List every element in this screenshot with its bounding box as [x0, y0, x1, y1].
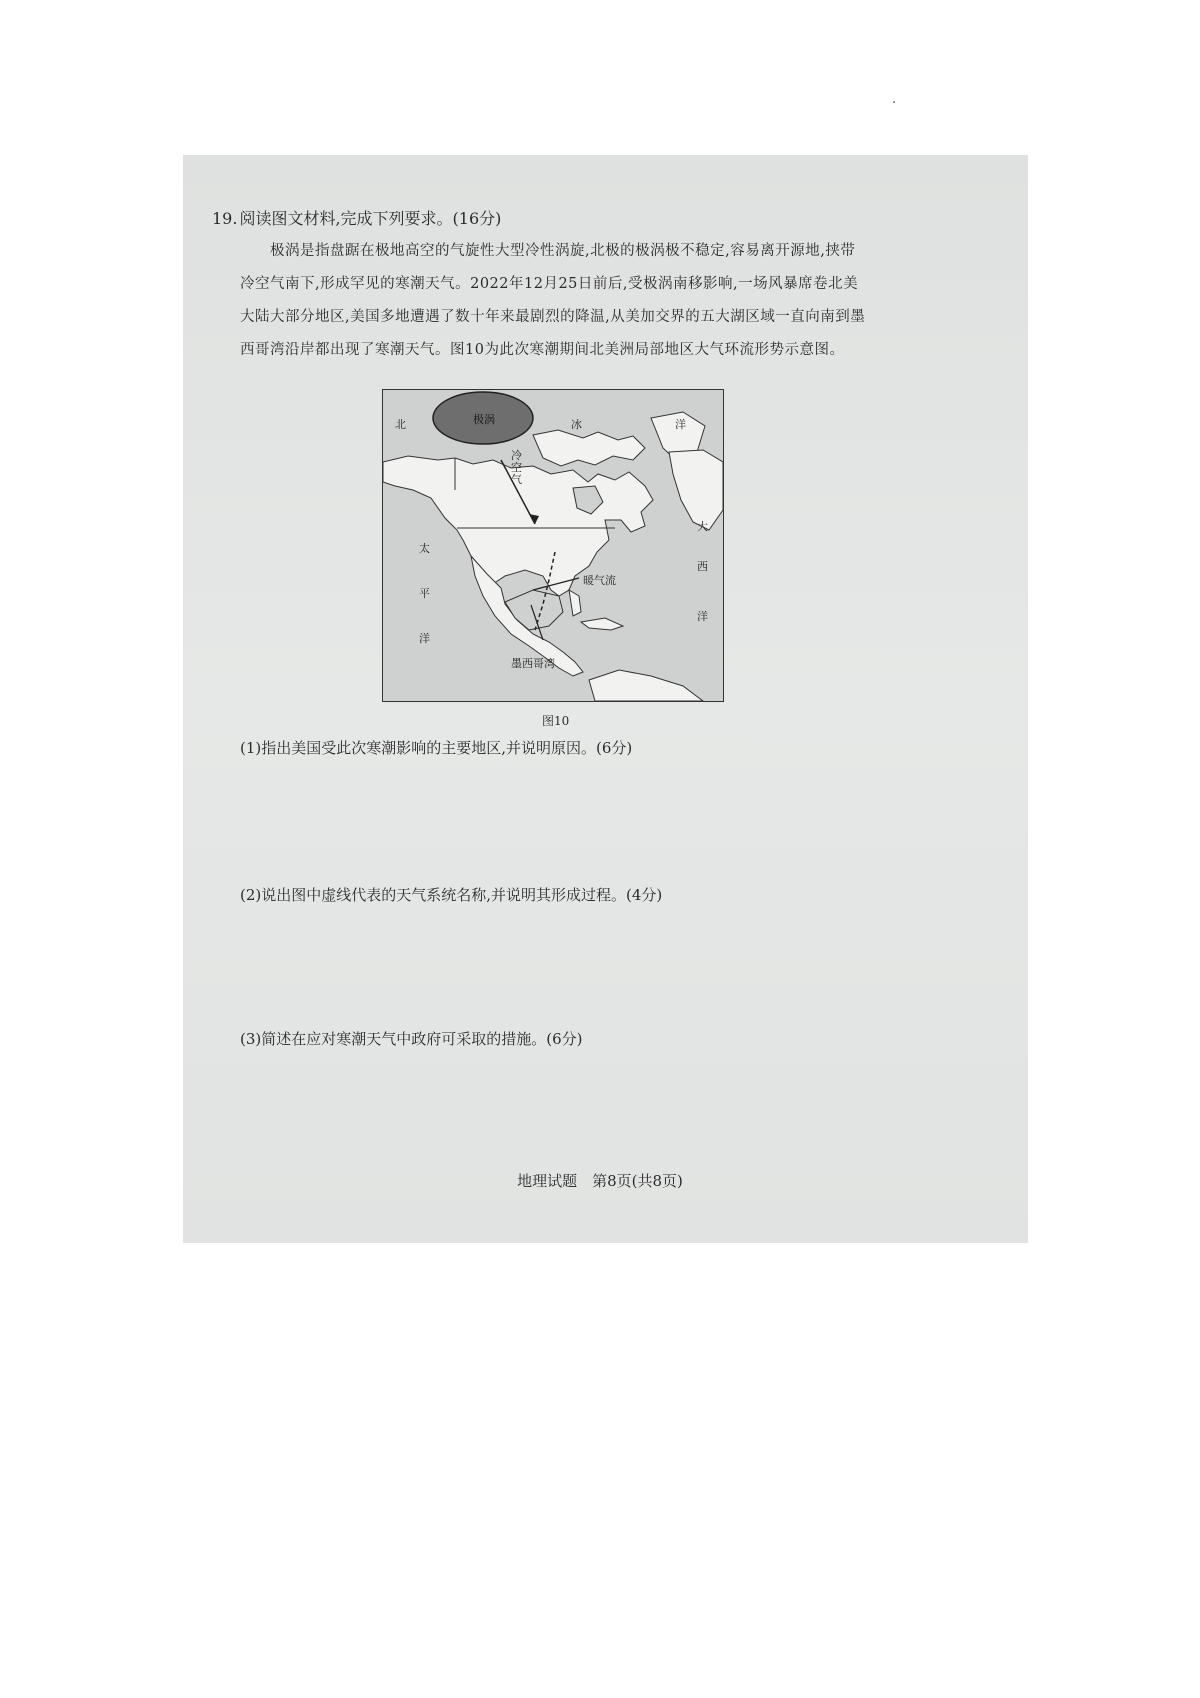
label-north: 北 — [395, 418, 406, 431]
figure-caption: 图10 — [542, 714, 570, 728]
subquestion-1: (1)指出美国受此次寒潮影响的主要地区,并说明原因。(6分) — [240, 739, 633, 757]
label-pacific-1: 太 — [419, 542, 430, 555]
question-number: 19. — [212, 209, 238, 228]
speck — [893, 101, 895, 103]
label-pacific-2: 平 — [419, 587, 430, 600]
label-ice: 冰 — [571, 418, 582, 431]
label-pacific-3: 洋 — [419, 632, 430, 645]
label-polar-vortex: 极涡 — [473, 413, 495, 426]
subquestion-3: (3)简述在应对寒潮天气中政府可采取的措施。(6分) — [240, 1030, 583, 1048]
label-cold-air: 冷空气 — [511, 449, 522, 486]
label-arctic-ocean: 洋 — [675, 418, 686, 431]
question-heading — [212, 206, 501, 229]
subquestion-2: (2)说出图中虚线代表的天气系统名称,并说明其形成过程。(4分) — [240, 886, 663, 904]
label-atlantic-2: 西 — [697, 560, 708, 573]
label-gulf: 墨西哥湾 — [511, 657, 555, 670]
figure-map — [382, 389, 724, 702]
label-warm-air: 暖气流 — [583, 574, 616, 587]
page-footer: 地理试题 第8页(共8页) — [517, 1172, 683, 1190]
material-paragraph: 极涡是指盘踞在极地高空的气旋性大型冷性涡旋,北极的极涡极不稳定,容易离开源地,挟带冷空气南下,形成罕见的寒潮天气。2022年12月25日前后,受极涡南移影响,一场风暴席卷北美大陆大部分地区,美国多地遭遇了数十年来最剧烈的降温,从美加交界的五大湖区域一直向南到墨西哥湾沿岸都出现了寒潮天气。图10为此次寒潮期间北美洲局部地区大气环流形势示意图。 — [240, 243, 866, 358]
label-atlantic-1: 大 — [697, 520, 708, 533]
label-atlantic-3: 洋 — [697, 610, 708, 623]
question-heading-text: 阅读图文材料,完成下列要求。(16分) — [239, 209, 502, 228]
